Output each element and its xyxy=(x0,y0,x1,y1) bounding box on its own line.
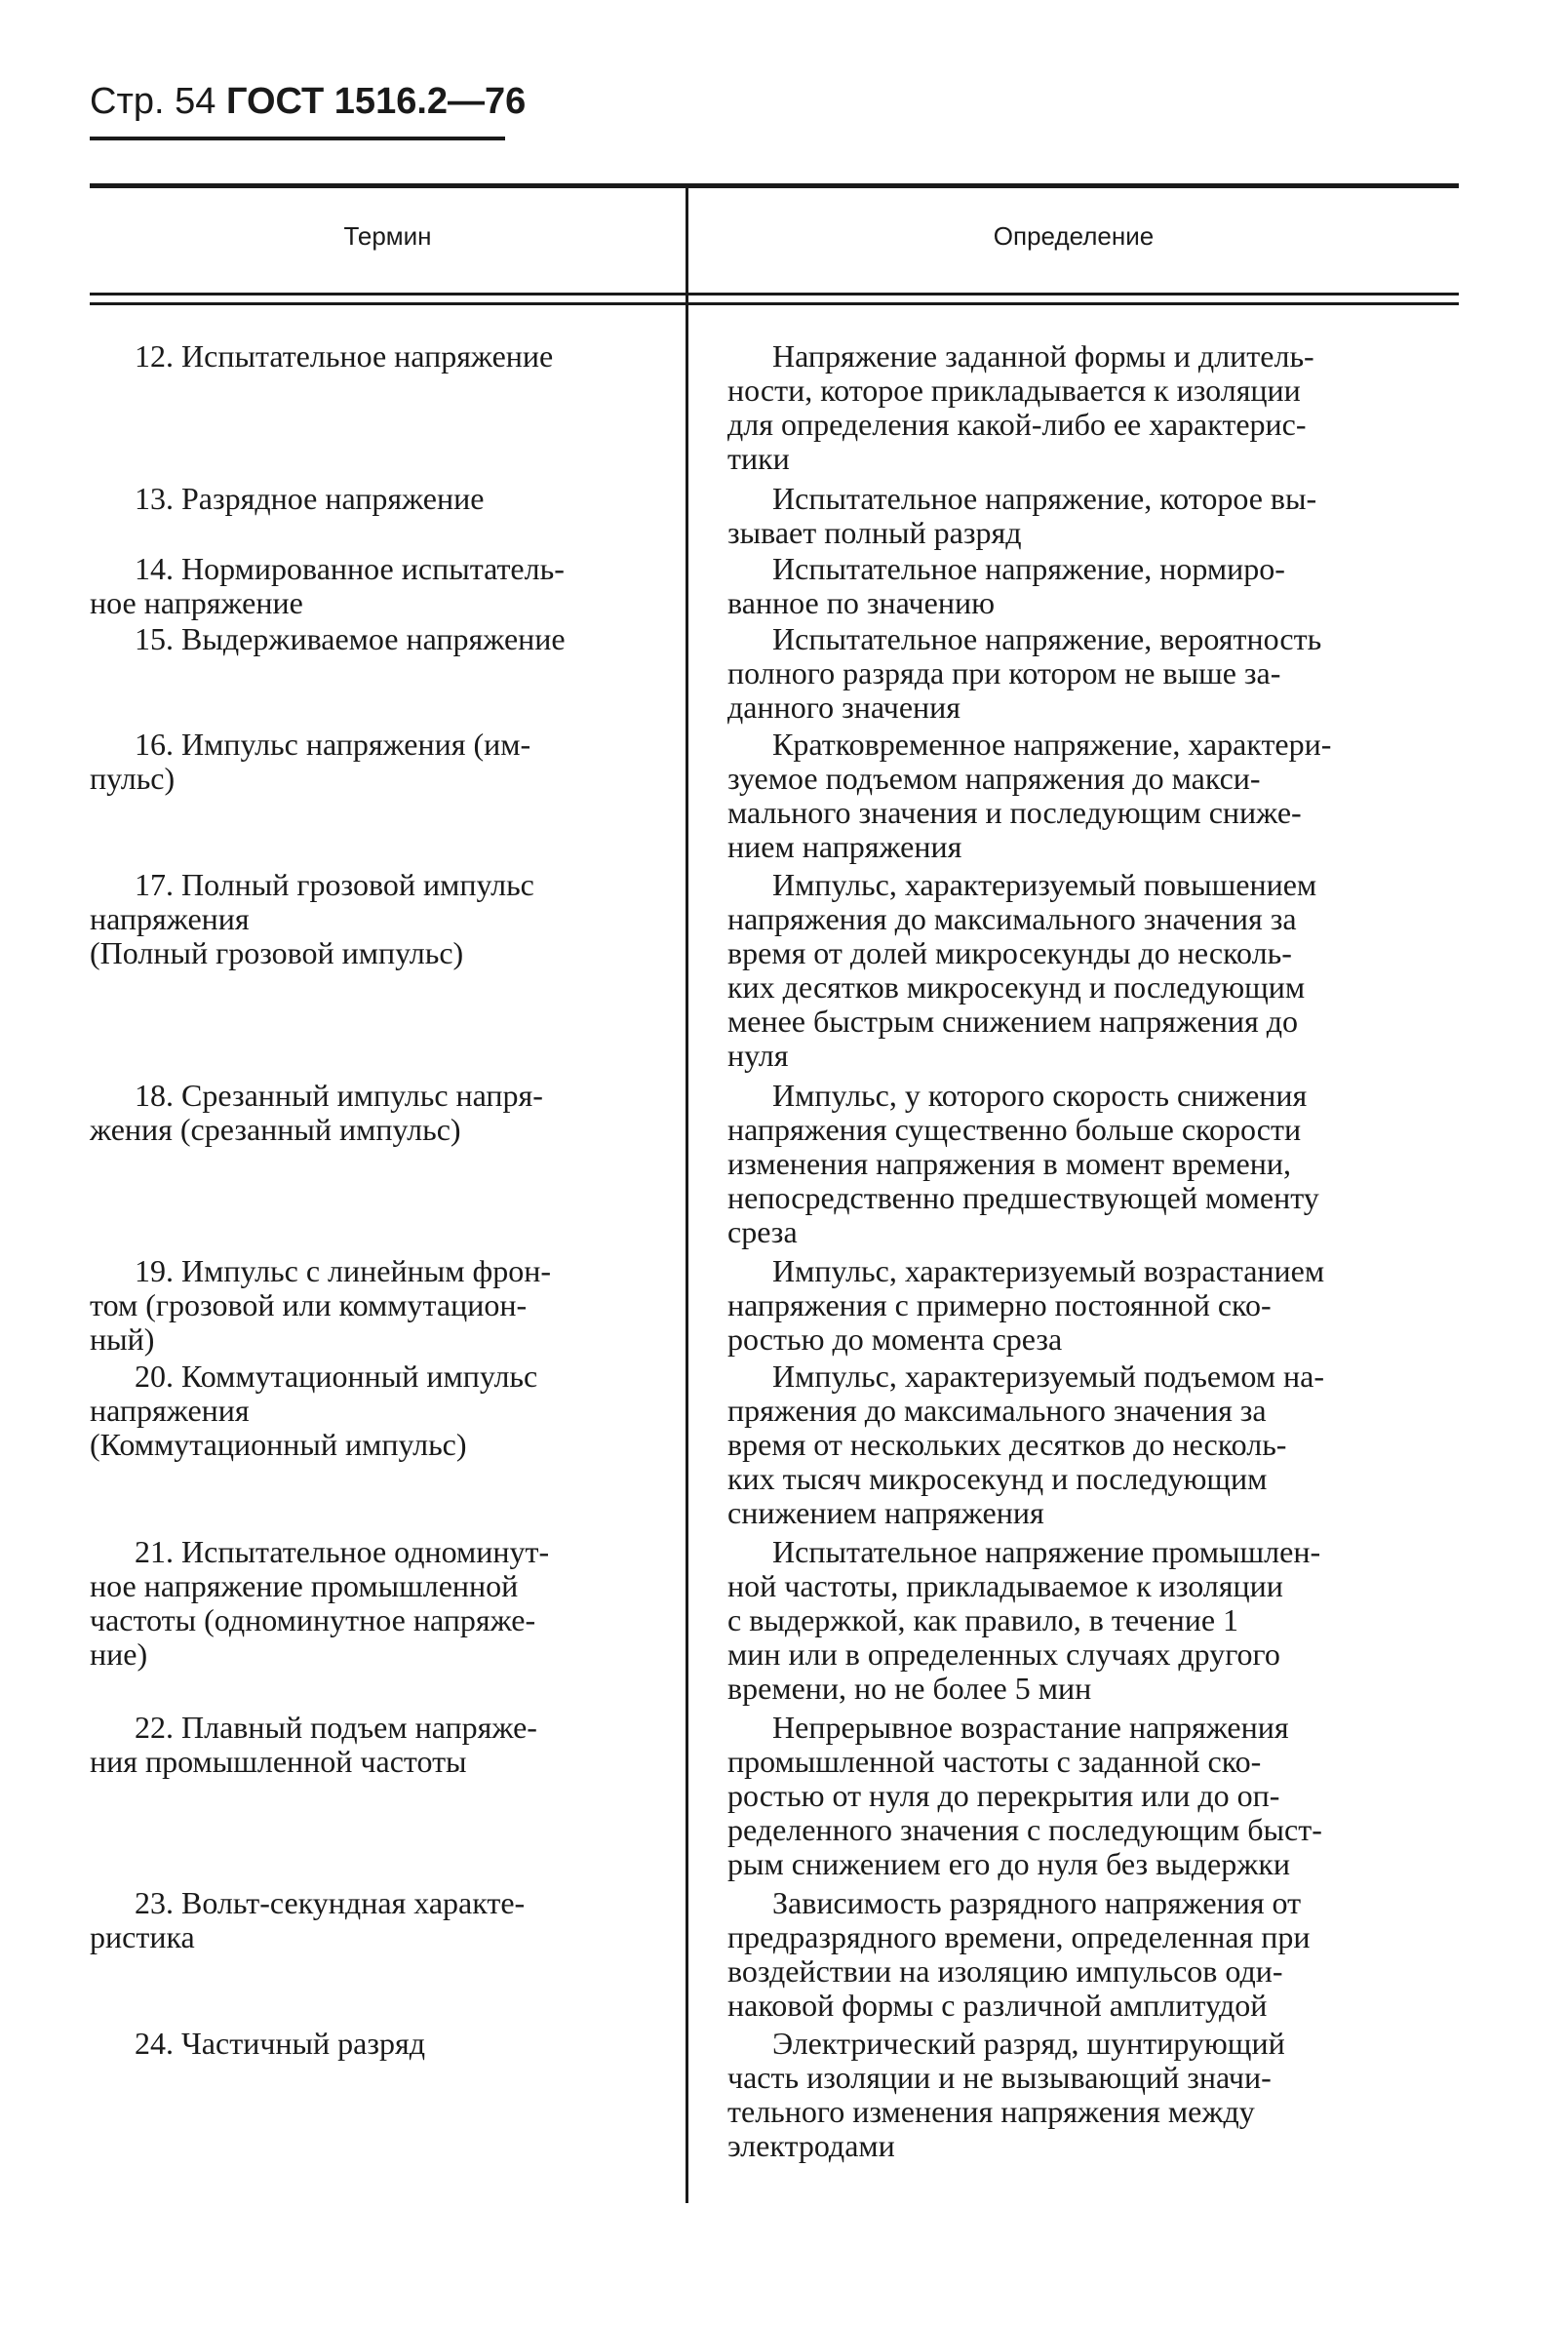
term-18: 18. Срезанный импульс напря- жения (срезанный импульс) xyxy=(90,1078,543,1147)
definition-22: Непрерывное возрастание напряжения промышленной частоты с заданной ско- ростью от нуля до перекрытия или до оп- ределенного значения с последующим быст- рым снижением его до нуля без выдержки xyxy=(727,1710,1322,1881)
page-number: Стр. 54 xyxy=(90,81,216,122)
definition-23: Зависимость разрядного напряжения от предразрядного времени, определенная при воздействии на изоляцию импульсов оди- наковой формы с различной амплитудой xyxy=(727,1885,1311,2023)
term-17: 17. Полный грозовой импульс напряжения (Полный грозовой импульс) xyxy=(90,867,534,970)
term-12: 12. Испытательное напряжение xyxy=(135,338,554,374)
column-divider xyxy=(686,187,688,2203)
header-rule xyxy=(90,293,1459,296)
page-header xyxy=(90,78,526,125)
term-19: 19. Импульс с линейным фрон- том (грозовой или коммутацион- ный) xyxy=(90,1253,551,1357)
column-header-definition: Определение xyxy=(993,221,1155,251)
definition-13: Испытательное напряжение, которое вы- зывает полный разряд xyxy=(727,481,1317,550)
term-15: 15. Выдерживаемое напряжение xyxy=(135,621,566,656)
definition-16: Кратковременное напряжение, характери- зуемое подъемом напряжения до макси- мального значения и последующим сниже- нием напряжения xyxy=(727,727,1332,864)
definition-14: Испытательное напряжение, нормиро- ванное по значению xyxy=(727,551,1285,620)
term-13: 13. Разрядное напряжение xyxy=(135,481,485,516)
definition-19: Импульс, характеризуемый возрастанием напряжения с примерно постоянной ско- ростью до момента среза xyxy=(727,1253,1325,1357)
term-23: 23. Вольт-секундная характе- ристика xyxy=(90,1885,526,1954)
header-underline xyxy=(90,137,505,140)
column-header-term: Термин xyxy=(343,221,432,251)
term-16: 16. Импульс напряжения (им- пульс) xyxy=(90,727,531,796)
definition-12: Напряжение заданной формы и длитель- ности, которое прикладывается к изоляции для определения какой-либо ее характерис- тики xyxy=(727,338,1314,476)
term-20: 20. Коммутационный импульс напряжения (Коммутационный импульс) xyxy=(90,1359,538,1462)
term-21: 21. Испытательное одноминут- ное напряжение промышленной частоты (одноминутное напряже- ние) xyxy=(90,1534,550,1672)
header-rule xyxy=(90,302,1459,305)
definition-20: Импульс, характеризуемый подъемом на- пряжения до максимального значения за время от нескольких десятков до несколь- ких тысяч микросекунд и последующим снижением напряжения xyxy=(727,1359,1324,1530)
term-22: 22. Плавный подъем напряже- ния промышленной частоты xyxy=(90,1710,537,1779)
definition-21: Испытательное напряжение промышлен- ной частоты, прикладываемое к изоляции с выдержкой, как правило, в течение 1 мин или в определенных случаях другого времени, но не более 5 мин xyxy=(727,1534,1321,1706)
definition-17: Импульс, характеризуемый повышением напряжения до максимального значения за время от долей микросекунды до несколь- ких десятков микросекунд и последующим менее быстрым снижением напряжения до нуля xyxy=(727,867,1317,1073)
definition-18: Импульс, у которого скорость снижения напряжения существенно больше скорости изменения напряжения в момент времени, непосредственно предшествующей моменту среза xyxy=(727,1078,1319,1249)
standard-code: ГОСТ 1516.2—76 xyxy=(225,81,527,122)
definition-24: Электрический разряд, шунтирующий часть изоляции и не вызывающий значи- тельного изменения напряжения между электродами xyxy=(727,2026,1285,2163)
table-top-rule xyxy=(90,183,1459,188)
definition-15: Испытательное напряжение, вероятность полного разряда при котором не выше за- данного значения xyxy=(727,621,1322,725)
term-14: 14. Нормированное испытатель- ное напряжение xyxy=(90,551,565,620)
term-24: 24. Частичный разряд xyxy=(135,2026,425,2061)
